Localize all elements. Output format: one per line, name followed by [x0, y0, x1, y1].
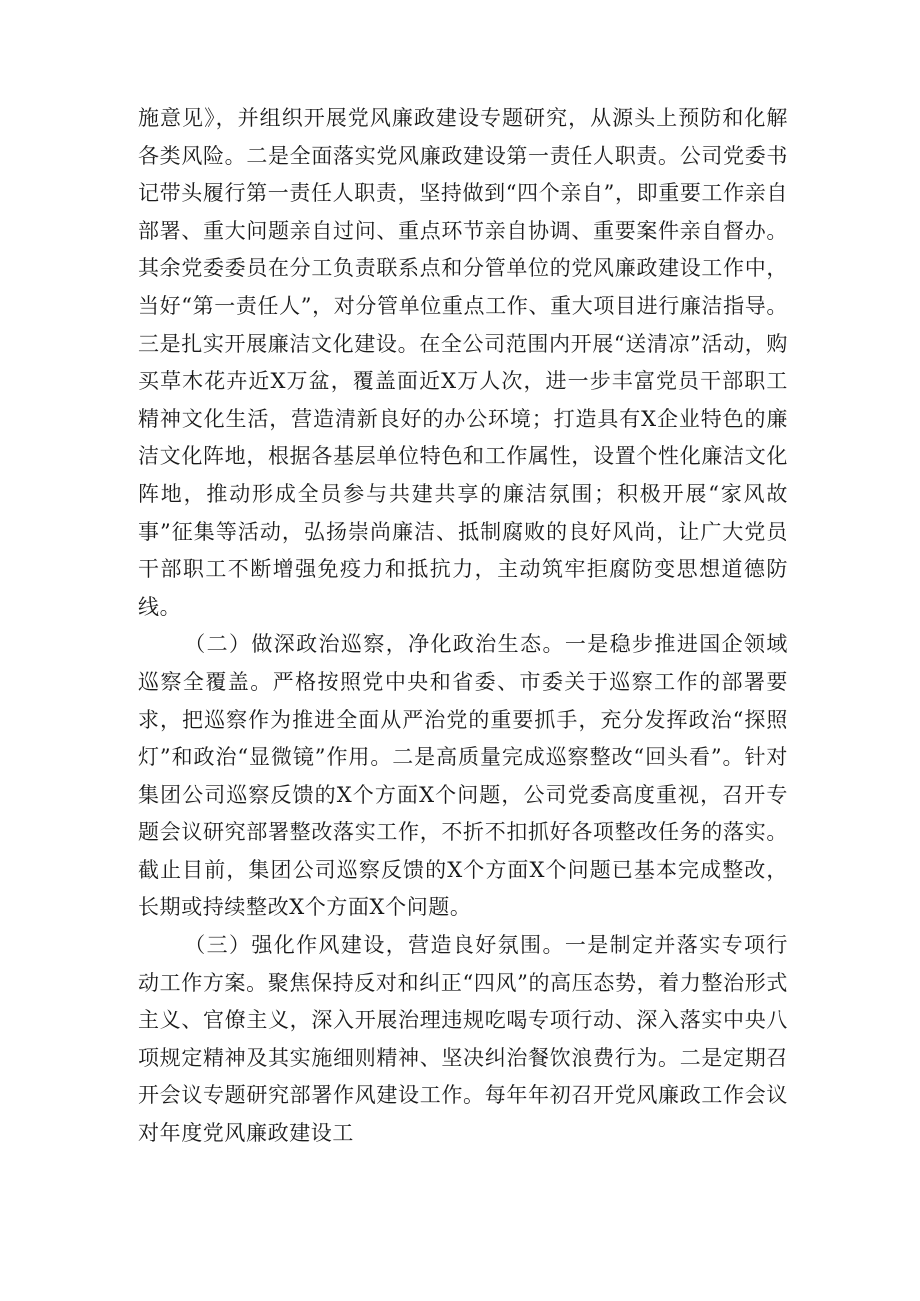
paragraph-continuation: 施意见》，并组织开展党风廉政建设专题研究，从源头上预防和化解各类风险。二是全面落实党风廉政建设第一责任人职责。公司党委书记带头履行第一责任人职责，坚持做到“四个亲自”，即重要工作亲自部署、重大问题亲自过问、重点环节亲自协调、重要案件亲自督办。其余党委委员在分工负责联系点和分管单位的党风廉政建设工作中，当好“第一责任人”，对分管单位重点工作、重大项目进行廉洁指导。三是扎实开展廉洁文化建设。在全公司范围内开展“送清凉”活动，购买草木花卉近X万盆，覆盖面近X万人次，进一步丰富党员干部职工精神文化生活，营造清新良好的办公环境；打造具有X企业特色的廉洁文化阵地，根据各基层单位特色和工作属性，设置个性化廉洁文化阵地，推动形成全员参与共建共享的廉洁氛围；积极开展“家风故事”征集等活动，弘扬崇尚廉洁、抵制腐败的良好风尚，让广大党员干部职工不断增强免疫力和抵抗力，主动筑牢拒腐防变思想道德防线。	[138, 106, 788, 619]
paragraph-section-3: （三）强化作风建设，营造良好氛围。一是制定并落实专项行动工作方案。聚焦保持反对和纠正“四风”的高压态势，着力整治形式主义、官僚主义，深入开展治理违规吃喝专项行动、深入落实中央八项规定精神及其实施细则精神、坚决纠治餐饮浪费行为。二是定期召开会议专题研究部署作风建设工作。每年年初召开党风廉政工作会议对年度党风廉政建设工	[138, 933, 788, 1146]
document-body	[138, 100, 788, 1153]
paragraph-section-2: （二）做深政治巡察，净化政治生态。一是稳步推进国企领域巡察全覆盖。严格按照党中央和省委、市委关于巡察工作的部署要求，把巡察作为推进全面从严治党的重要抓手，充分发挥政治“探照灯”和政治“显微镜”作用。二是高质量完成巡察整改“回头看”。针对集团公司巡察反馈的X个方面X个问题，公司党委高度重视，召开专题会议研究部署整改落实工作，不折不扣抓好各项整改任务的落实。截止目前，集团公司巡察反馈的X个方面X个问题已基本完成整改，长期或持续整改X个方面X个问题。	[138, 632, 788, 920]
